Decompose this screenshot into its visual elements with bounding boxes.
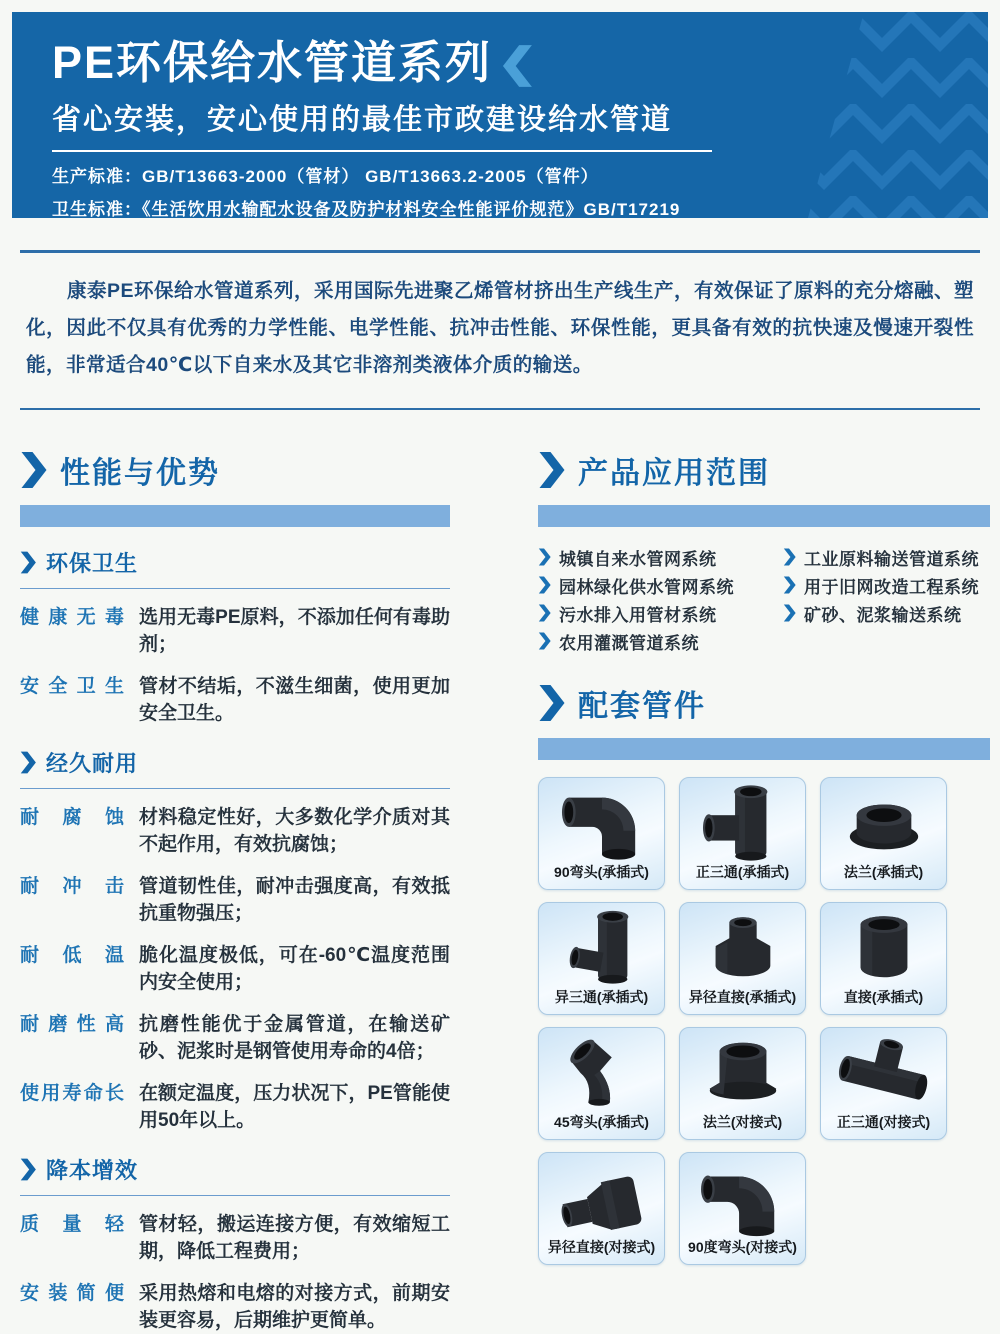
fitting-label: 正三通(承插式): [695, 864, 790, 880]
heading-chevron-icon: [538, 684, 565, 722]
application-item: 污水排入用管材系统: [538, 599, 783, 627]
advantage-label: 耐磨性高: [20, 1014, 124, 1035]
accent-bar: [20, 505, 450, 527]
reducing-coupling-socket-icon: [693, 907, 793, 989]
heading-chevron-icon: [20, 451, 47, 489]
page-subtitle: 省心安装，安心使用的最佳市政建设给水管道: [52, 104, 673, 136]
advantage-label: 使用寿命长: [20, 1083, 124, 1104]
fitting-label: 正三通(对接式): [836, 1114, 931, 1130]
fitting-label: 90弯头(承插式): [554, 864, 649, 880]
advantage-label: 健康无毒: [20, 607, 124, 628]
fitting-card: [679, 777, 806, 890]
bullet-chevron-icon: [783, 604, 796, 622]
bullet-chevron-icon: [538, 632, 551, 650]
fitting-label: 法兰(对接式): [702, 1114, 783, 1130]
subheading-chevron-icon: [20, 1158, 36, 1181]
fitting-card: [820, 1027, 947, 1140]
bullet-chevron-icon: [538, 576, 551, 594]
fitting-card: [679, 1152, 806, 1265]
advantage-label: 安全卫生: [20, 676, 124, 697]
fitting-label: 90度弯头(对接式): [688, 1239, 797, 1255]
subheading-chevron-icon: [20, 551, 36, 574]
fitting-label: 法兰(承插式): [843, 864, 924, 880]
advantage-row: [20, 1011, 450, 1065]
tee-socket-icon: [693, 782, 793, 864]
elbow90-socket-icon: [552, 782, 652, 864]
reducing-tee-socket-icon: [552, 907, 652, 989]
advantage-label: 耐腐蚀: [20, 807, 124, 828]
fitting-card: [679, 1027, 806, 1140]
tee-butt-icon: [834, 1032, 934, 1114]
advantage-row: [20, 804, 450, 858]
advantage-label: 安装简便: [20, 1283, 124, 1304]
advantage-label: 质量轻: [20, 1214, 124, 1235]
flange-socket-icon: [834, 782, 934, 864]
advantage-row: [20, 673, 450, 727]
bullet-chevron-icon: [783, 576, 796, 594]
subsection-title: 环保卫生: [46, 551, 139, 576]
advantage-text: 在额定温度，压力状况下，PE管能使用50年以上。: [139, 1083, 450, 1131]
fitting-card: [538, 1152, 665, 1265]
advantage-row: [20, 1280, 450, 1334]
advantage-text: 管材不结垢，不滋生细菌，使用更加安全卫生。: [139, 676, 450, 724]
flange-butt-icon: [693, 1032, 793, 1114]
fitting-label: 异径直接(承插式): [688, 989, 797, 1005]
bullet-chevron-icon: [538, 548, 551, 566]
applications-column: [538, 448, 990, 1265]
advantage-text: 管道韧性佳，耐冲击强度高，有效抵抗重物强压；: [139, 876, 450, 924]
fitting-card: [820, 902, 947, 1015]
elbow45-socket-icon: [552, 1032, 652, 1114]
fitting-label: 直接(承插式): [843, 989, 924, 1005]
subsection-heading-cost: [20, 1154, 450, 1196]
application-item: 园林绿化供水管网系统: [538, 571, 783, 599]
subsection-title: 经久耐用: [46, 751, 139, 776]
applications-title: 产品应用范围: [578, 457, 770, 490]
fitting-card: [538, 902, 665, 1015]
advantage-text: 选用无毒PE原料，不添加任何有毒助剂；: [139, 607, 450, 655]
fitting-card: [538, 1027, 665, 1140]
subtitle-divider: [52, 150, 712, 152]
advantage-row: [20, 873, 450, 927]
performance-column: [20, 448, 450, 1334]
applications-heading: [538, 448, 990, 492]
applications-list-right: [783, 543, 990, 655]
elbow90-butt-icon: [693, 1157, 793, 1239]
fitting-label: 异三通(承插式): [554, 989, 649, 1005]
performance-heading: [20, 448, 450, 492]
accent-bar: [538, 738, 990, 760]
fittings-heading: [538, 681, 990, 725]
fitting-card: [679, 902, 806, 1015]
advantage-label: 耐冲击: [20, 876, 124, 897]
application-item: 城镇自来水管网系统: [538, 543, 783, 571]
subsection-heading-env: [20, 547, 450, 589]
performance-title: 性能与优势: [60, 457, 220, 490]
advantage-text: 脆化温度极低，可在-60℃温度范围内安全使用；: [139, 945, 450, 993]
page-title: PE环保给水管道系列: [52, 37, 493, 89]
fitting-card: [820, 777, 947, 890]
intro-section: [20, 250, 980, 410]
subsection-heading-durable: [20, 747, 450, 789]
intro-paragraph: 康泰PE环保给水管道系列，采用国际先进聚乙烯管材挤出生产线生产，有效保证了原料的充分熔融、塑化，因此不仅具有优秀的力学性能、电学性能、抗冲击性能、环保性能，更具备有效的抗快速及慢速开裂性能，非常适合40℃以下自来水及其它非溶剂类液体介质的输送。: [26, 280, 974, 376]
advantage-row: [20, 1211, 450, 1265]
subheading-chevron-icon: [20, 751, 36, 774]
application-item: 用于旧网改造工程系统: [783, 571, 990, 599]
advantage-row: [20, 942, 450, 996]
fittings-title: 配套管件: [578, 690, 706, 723]
advantage-text: 采用热熔和电熔的对接方式，前期安装更容易，后期维护更简单。: [139, 1283, 450, 1331]
title-left-chevron-icon: [502, 44, 534, 88]
applications-list: [538, 543, 990, 655]
application-item: 农用灌溉管道系统: [538, 627, 783, 655]
bullet-chevron-icon: [538, 604, 551, 622]
advantage-text: 抗磨性能优于金属管道，在输送矿砂、泥浆时是钢管使用寿命的4倍；: [139, 1014, 450, 1062]
hygiene-standard: 卫生标准：《生活饮用水输配水设备及防护材料安全性能评价规范》GB/T17219: [52, 200, 681, 218]
subsection-title: 降本增效: [46, 1158, 139, 1183]
fitting-card: [538, 777, 665, 890]
heading-chevron-icon: [538, 451, 565, 489]
fittings-grid: [538, 777, 947, 1265]
coupling-socket-icon: [834, 907, 934, 989]
advantage-row: [20, 604, 450, 658]
fitting-label: 45弯头(承插式): [554, 1114, 649, 1130]
accent-bar: [538, 505, 990, 527]
bullet-chevron-icon: [783, 548, 796, 566]
application-item: 工业原料输送管道系统: [783, 543, 990, 571]
advantage-row: [20, 1080, 450, 1134]
fitting-label: 异径直接(对接式): [547, 1239, 656, 1255]
application-item: 矿砂、泥浆输送系统: [783, 599, 990, 627]
hero-banner: [12, 12, 988, 218]
advantage-label: 耐低温: [20, 945, 124, 966]
production-standard: 生产标准：GB/T13663-2000（管材） GB/T13663.2-2005（管件）: [52, 167, 599, 186]
advantage-text: 管材轻，搬运连接方便，有效缩短工期，降低工程费用；: [139, 1214, 450, 1262]
advantage-text: 材料稳定性好，大多数化学介质对其不起作用，有效抗腐蚀；: [139, 807, 450, 855]
reducer-butt-icon: [552, 1157, 652, 1239]
applications-list-left: [538, 543, 783, 655]
